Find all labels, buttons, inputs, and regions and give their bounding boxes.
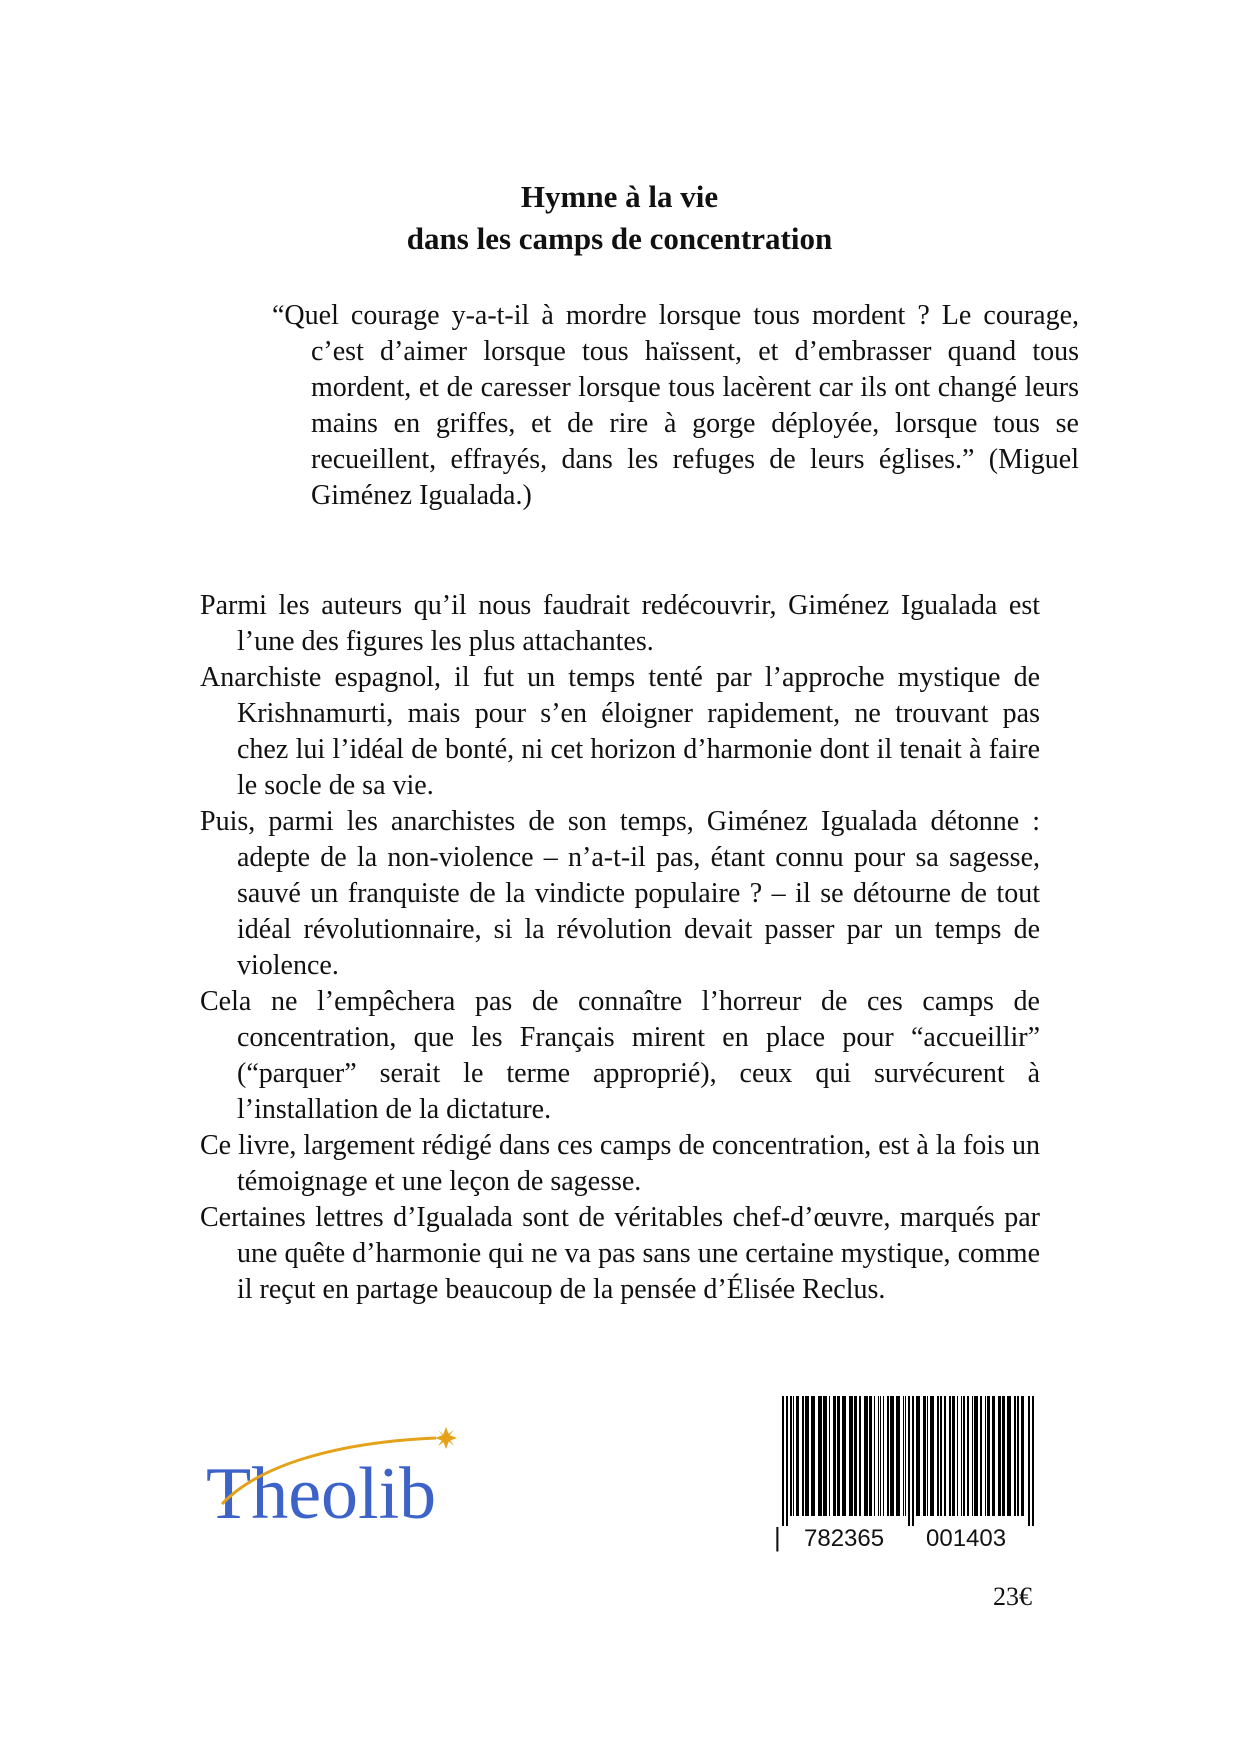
barcode-bar: [930, 1396, 934, 1516]
barcode-bar: [903, 1396, 904, 1516]
barcode-bar: [923, 1396, 926, 1516]
epigraph-quote: “Quel courage y-a-t-il à mordre lorsque tous mordent ? Le courage, c’est d’aimer lorsque tous haïssent, et d’embrasser quand tous mordent, et de caresser lorsque tous lacèrent car ils ont changé leurs mains en griffes, et de rire à gorge déployée, lorsque tous se recueillent, effrayés, dans les refuges de leurs églises.” (Miguel Giménez Igualada.): [272, 300, 1079, 511]
barcode-bar: [1028, 1396, 1030, 1526]
barcode-bar: [916, 1396, 920, 1516]
barcode-bar: [880, 1396, 881, 1516]
barcode-bar: [927, 1396, 928, 1516]
barcode-bar: [944, 1396, 946, 1516]
publisher-logo-text: Theolib: [206, 1453, 437, 1535]
blurb-paragraph: Puis, parmi les anarchistes de son temps, Giménez Igualada détonne : adepte de la non-violence – n’a-t-il pas, étant connu pour sa sagesse, sauvé un franquiste de la vindicte populaire ? – il se détourne de tout idéal révolutionnaire, si la révolution devait passer par un temps de violence.: [200, 806, 1040, 981]
blurb: [200, 588, 1040, 1308]
barcode-bar: [940, 1396, 942, 1516]
barcode-bar: [987, 1396, 990, 1516]
barcode-bar: [1007, 1396, 1011, 1516]
barcode-bar: [829, 1396, 830, 1516]
barcode-bar: [811, 1396, 815, 1516]
barcode-bar: [818, 1396, 822, 1516]
barcode-bar: [961, 1396, 962, 1516]
barcode-bar: [937, 1396, 939, 1516]
barcode-bar: [805, 1396, 809, 1516]
barcode-lead-digit: |: [774, 1522, 781, 1552]
barcode-bar: [1032, 1396, 1034, 1526]
barcode-bar: [1014, 1396, 1016, 1516]
barcode-bar: [963, 1396, 965, 1516]
barcode-bar: [849, 1396, 853, 1516]
barcode-digits-right: 001403: [926, 1525, 1007, 1552]
barcode-bar: [837, 1396, 840, 1516]
blurb-paragraph: Certaines lettres d’Igualada sont de véritables chef-d’œuvre, marqués par une quête d’harmonie qui ne va pas sans une certaine mystique, comme il reçut en partage beaucoup de la pensée d’Élisée Reclus.: [200, 1202, 1040, 1305]
barcode-bar: [793, 1396, 794, 1516]
barcode-bar: [908, 1396, 910, 1526]
isbn-barcode: [774, 1396, 1044, 1552]
barcode-bar: [887, 1396, 889, 1516]
barcode-bar: [842, 1396, 846, 1516]
blurb-paragraph: Ce livre, largement rédigé dans ces camps de concentration, est à la fois un témoignage et une leçon de sagesse.: [200, 1130, 1040, 1197]
barcode-bar: [905, 1396, 906, 1516]
barcode-bars: [782, 1396, 1034, 1526]
blurb-paragraph: Anarchiste espagnol, il fut un temps tenté par l’approche mystique de Krishnamurti, mais pour s’en éloigner rapidement, ne trouvant pas chez lui l’idéal de bonté, ni cet horizon d’harmonie dont il tenait à faire le socle de sa vie.: [200, 662, 1040, 801]
barcode-bar: [1021, 1396, 1024, 1516]
barcode-bar: [878, 1396, 879, 1516]
barcode-bar: [864, 1396, 868, 1516]
barcode-bar: [998, 1396, 1001, 1516]
book-title-line-1: Hymne à la vie: [520, 179, 719, 214]
barcode-bar: [1002, 1396, 1005, 1516]
barcode-bar: [782, 1396, 784, 1526]
barcode-bar: [974, 1396, 978, 1516]
barcode-bar: [790, 1396, 792, 1516]
barcode-bar: [859, 1396, 861, 1516]
barcode-bar: [957, 1396, 958, 1516]
barcode-digits-left: 782365: [804, 1525, 885, 1552]
barcode-bar: [985, 1396, 986, 1516]
barcode-bar: [972, 1396, 973, 1516]
barcode-bar: [854, 1396, 857, 1516]
barcode-bar: [883, 1396, 884, 1516]
barcode-bar: [980, 1396, 982, 1516]
barcode-bar: [890, 1396, 894, 1516]
blurb-paragraph: Parmi les auteurs qu’il nous faudrait redécouvrir, Giménez Igualada est l’une des figures les plus attachantes.: [200, 590, 1040, 657]
barcode-bar: [786, 1396, 788, 1526]
barcode-bar: [874, 1396, 875, 1516]
blurb-paragraph: Cela ne l’empêchera pas de connaître l’horreur de ces camps de concentration, que les Français mirent en place pour “accueillir” (“parquer” serait le terme approprié), ceux qui survécurent à l’installation de la dictature.: [200, 986, 1040, 1125]
book-title-line-2: dans les camps de concentration: [406, 221, 833, 256]
barcode-bar: [833, 1396, 836, 1516]
barcode-bar: [949, 1396, 951, 1516]
price-label: 23€: [993, 1582, 1032, 1611]
barcode-bar: [952, 1396, 955, 1516]
barcode-bar: [802, 1396, 804, 1516]
barcode-bar: [992, 1396, 995, 1516]
barcode-bar: [967, 1396, 969, 1516]
publisher-logo: [200, 1420, 510, 1540]
barcode-bar: [896, 1396, 900, 1516]
barcode-bar: [823, 1396, 827, 1516]
barcode-bar: [1017, 1396, 1019, 1516]
star-icon: [435, 1427, 457, 1449]
barcode-bar: [869, 1396, 872, 1516]
barcode-bar: [912, 1396, 914, 1526]
barcode-bar: [796, 1396, 799, 1516]
